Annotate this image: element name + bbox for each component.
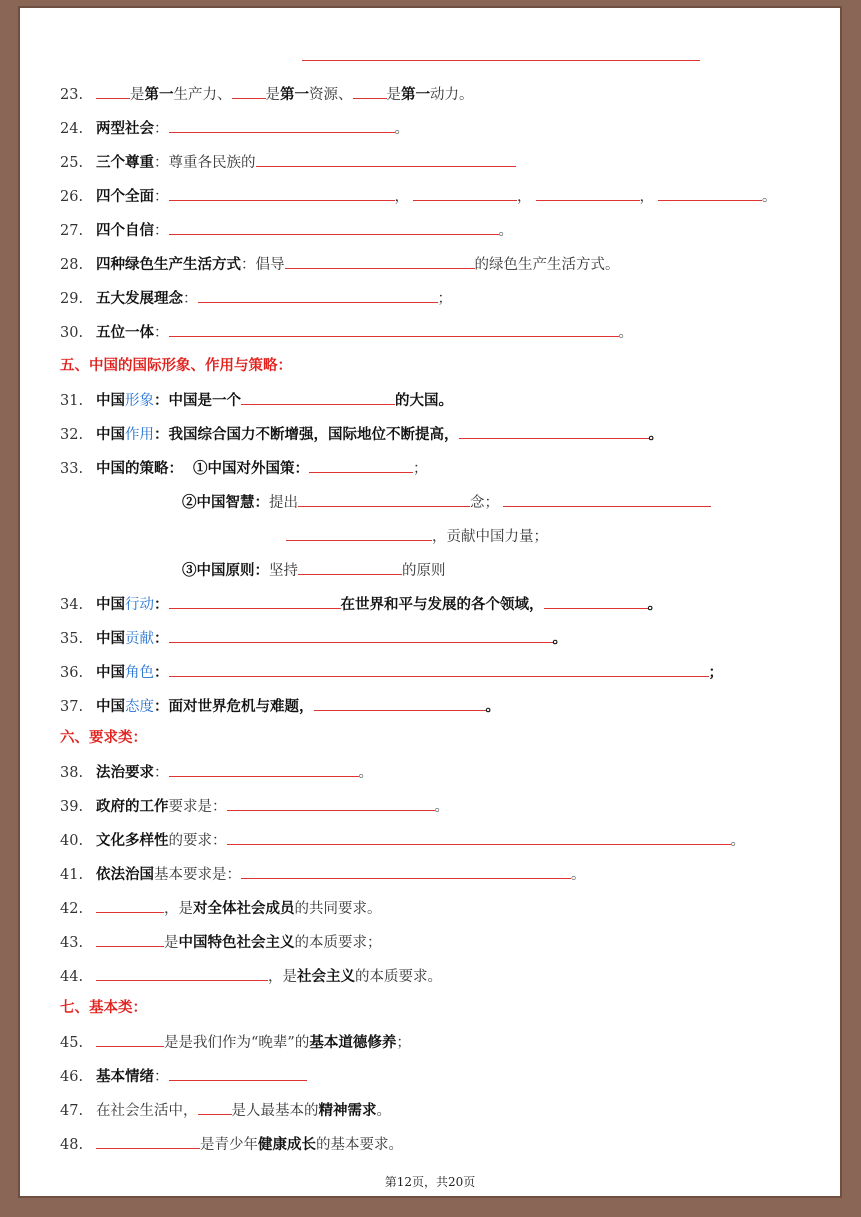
item-26: 26. 四个全面： ， ， ， 。 bbox=[60, 188, 777, 205]
answer-blank[interactable] bbox=[309, 458, 413, 473]
item-31: 31. 中国形象：中国是一个 的大国。 bbox=[60, 392, 453, 409]
answer-blank[interactable] bbox=[413, 186, 517, 201]
answer-blank[interactable] bbox=[256, 152, 516, 167]
answer-blank[interactable] bbox=[353, 84, 387, 99]
answer-blank[interactable] bbox=[169, 118, 395, 133]
item-27: 27. 四个自信： 。 bbox=[60, 222, 513, 239]
section-heading-7: 七、基本类： bbox=[60, 999, 147, 1016]
item-25: 25. 三个尊重：尊重各民族的 bbox=[60, 152, 826, 173]
answer-blank[interactable] bbox=[314, 696, 486, 711]
answer-blank[interactable] bbox=[286, 526, 432, 541]
answer-blank[interactable] bbox=[459, 424, 649, 439]
answer-blank[interactable] bbox=[96, 898, 164, 913]
item-23: 23. 是第一生产力、 是第一资源、 是第一动力。 bbox=[60, 86, 474, 103]
answer-blank[interactable] bbox=[169, 186, 395, 201]
answer-blank[interactable] bbox=[96, 932, 164, 947]
item-42: 42. ，是对全体社会成员的共同要求。 bbox=[60, 900, 382, 917]
answer-blank[interactable] bbox=[198, 1100, 232, 1115]
item-43: 43. 是中国特色社会主义的本质要求； bbox=[60, 934, 382, 951]
answer-blank[interactable] bbox=[169, 662, 709, 677]
answer-blank[interactable] bbox=[536, 186, 640, 201]
answer-blank[interactable] bbox=[302, 60, 700, 61]
item-46: 46. 基本情绪： bbox=[60, 1066, 826, 1087]
item-33-part-3: ③中国原则：坚持 的原则 bbox=[182, 562, 446, 579]
item-29: 29. 五大发展理念： ； bbox=[60, 290, 452, 307]
section-heading-6: 六、要求类： bbox=[60, 729, 147, 746]
item-39: 39. 政府的工作要求是： 。 bbox=[60, 798, 449, 815]
item-33: 33. 中国的策略： ①中国对外国策： ； bbox=[60, 460, 428, 477]
answer-blank[interactable] bbox=[298, 492, 470, 507]
item-32: 32. 中国作用：我国综合国力不断增强，国际地位不断提高， 。 bbox=[60, 426, 663, 443]
answer-blank[interactable] bbox=[232, 84, 266, 99]
answer-blank[interactable] bbox=[241, 864, 571, 879]
item-47: 47. 在社会生活中， 是人最基本的精神需求。 bbox=[60, 1102, 391, 1119]
item-35: 35. 中国贡献： 。 bbox=[60, 630, 567, 647]
item-48: 48. 是青少年健康成长的基本要求。 bbox=[60, 1136, 403, 1153]
item-36: 36. 中国角色： ； bbox=[60, 664, 723, 681]
item-40: 40. 文化多样性的要求： 。 bbox=[60, 832, 745, 849]
item-38: 38. 法治要求： 。 bbox=[60, 764, 373, 781]
item-44: 44. ，是社会主义的本质要求。 bbox=[60, 968, 442, 985]
item-24: 24. 两型社会： 。 bbox=[60, 120, 409, 137]
answer-blank[interactable] bbox=[96, 1032, 164, 1047]
answer-blank[interactable] bbox=[169, 322, 619, 337]
item-37: 37. 中国态度：面对世界危机与难题， 。 bbox=[60, 698, 500, 715]
answer-blank[interactable] bbox=[169, 594, 341, 609]
answer-blank[interactable] bbox=[544, 594, 648, 609]
answer-blank[interactable] bbox=[503, 492, 711, 507]
item-28: 28. 四种绿色生产生活方式：倡导 的绿色生产生活方式。 bbox=[60, 256, 620, 273]
answer-blank[interactable] bbox=[198, 288, 438, 303]
answer-blank[interactable] bbox=[285, 254, 475, 269]
item-30: 30. 五位一体： 。 bbox=[60, 324, 633, 341]
answer-blank[interactable] bbox=[96, 84, 130, 99]
page-number: 第12页，共20页 bbox=[384, 1175, 476, 1189]
page bbox=[18, 6, 842, 1198]
answer-blank[interactable] bbox=[241, 390, 395, 405]
section-heading-5: 五、中国的国际形象、作用与策略： bbox=[60, 357, 292, 374]
answer-blank[interactable] bbox=[96, 1134, 200, 1149]
answer-blank[interactable] bbox=[227, 796, 435, 811]
item-33-part-2: ②中国智慧：提出 念； bbox=[182, 492, 826, 513]
item-34: 34. 中国行动： 在世界和平与发展的各个领域， 。 bbox=[60, 596, 662, 613]
item-45: 45. 是是我们作为“晚辈”的基本道德修养； bbox=[60, 1034, 411, 1051]
answer-blank[interactable] bbox=[298, 560, 402, 575]
answer-blank[interactable] bbox=[658, 186, 762, 201]
answer-blank[interactable] bbox=[169, 1066, 307, 1081]
answer-blank[interactable] bbox=[169, 628, 553, 643]
answer-blank[interactable] bbox=[227, 830, 731, 845]
answer-blank[interactable] bbox=[96, 966, 268, 981]
item-41: 41. 依法治国基本要求是： 。 bbox=[60, 866, 586, 883]
answer-blank[interactable] bbox=[169, 220, 499, 235]
item-33-part-2b: ，贡献中国力量； bbox=[286, 526, 826, 547]
answer-blank[interactable] bbox=[169, 762, 359, 777]
